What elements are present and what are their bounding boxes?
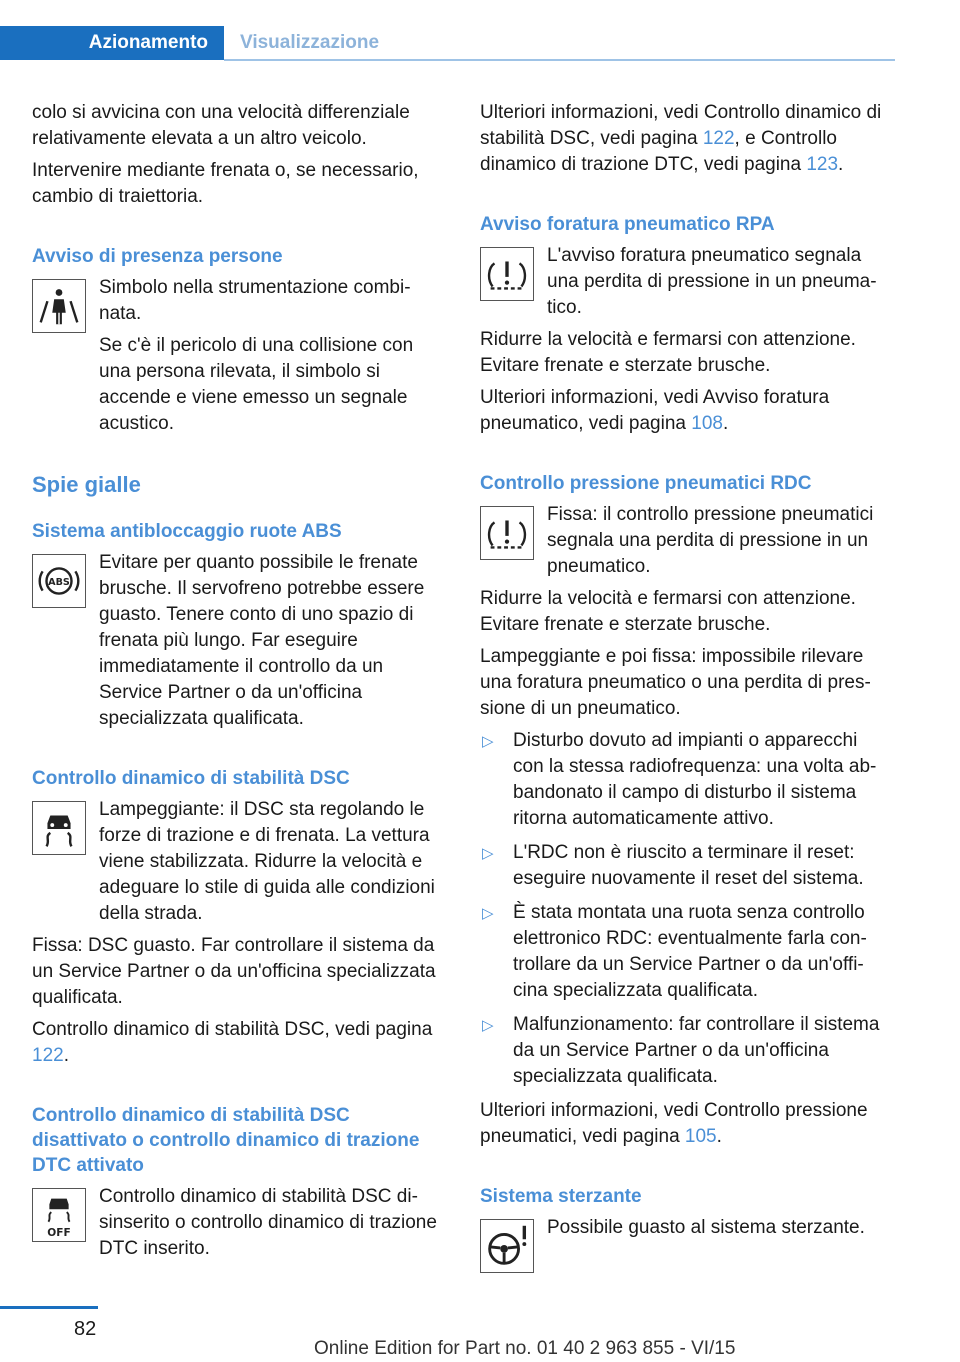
paragraph: Ridurre la velocità e fermarsi con attenzione. Evitare frenate e sterzate brusche. — [480, 588, 856, 635]
dsc-off-icon — [32, 1188, 86, 1242]
paragraph: L'avviso foratura pneumatico segnala una perdita di pressione in un pneumatico. — [547, 245, 877, 318]
right-column — [480, 100, 890, 1277]
page-link-122[interactable]: 122 — [32, 1045, 64, 1066]
footer-rule — [0, 1306, 98, 1309]
triangle-bullet-icon: ▷ — [482, 845, 494, 862]
left-column — [32, 100, 442, 1268]
paragraph: Lampeggiante e poi fissa: impossibile rilevare una foratura pneumatico o una perdita di pressione di un pneumatico. — [480, 646, 871, 719]
heading-rdc: Controllo pressione pneumatici RDC — [480, 473, 812, 494]
heading-rpa: Avviso foratura pneumatico RPA — [480, 214, 775, 235]
sterzo-block — [480, 1215, 890, 1271]
tab-azionamento[interactable]: Azionamento — [0, 26, 224, 60]
tab-visualizzazione[interactable]: Visualizzazione — [240, 32, 380, 53]
page-link-105[interactable]: 105 — [684, 1126, 717, 1147]
heading-dsc: Controllo dinamico di stabilità DSC — [32, 768, 350, 789]
heading-abs: Sistema antibloccaggio ruote ABS — [32, 521, 342, 542]
heading-spie-gialle: Spie gialle — [32, 472, 141, 497]
page-link-123[interactable]: 123 — [806, 154, 839, 175]
triangle-bullet-icon: ▷ — [482, 1017, 494, 1034]
list-item: ▷ È stata montata una ruota senza controllo elettronico RDC: eventualmente farla controllare da un Service Partner o da un'officina specializzata qualificata. — [482, 902, 867, 1001]
paragraph: Se c'è il pericolo di una collisione con una persona rilevata, il simbolo si accende e viene emesso un segnale acustico. — [99, 335, 414, 434]
heading-sterzo: Sistema sterzante — [480, 1186, 642, 1207]
edition-note: Online Edition for Part no. 01 40 2 963 855 - VI/15 — [314, 1338, 736, 1359]
pedestrian-warning-icon — [32, 279, 86, 333]
dsc-icon — [32, 801, 86, 855]
steering-warning-icon — [480, 1219, 534, 1273]
paragraph: Fissa: DSC guasto. Far controllare il sistema da un Service Partner o da un'officina specializzata qualificata. — [32, 935, 436, 1008]
paragraph: Controllo dinamico di stabilità DSC, vedi pagina 122. — [32, 1019, 433, 1066]
dsc-block — [32, 797, 442, 927]
paragraph: Evitare per quanto possibile le frenate brusche. Il servofreno potrebbe essere guasto. Tenere conto di uno spazio di frenata più lungo. Far eseguire immediatamente il controllo da un Service Partner o da un'officina specializzata qualificata. — [99, 552, 425, 729]
tab-divider — [224, 59, 895, 61]
paragraph: Ulteriori informazioni, vedi Avviso foratura pneumatico, vedi pagina 108. — [480, 387, 830, 434]
paragraph: Intervenire mediante frenata o, se necessario, cambio di traiettoria. — [32, 160, 419, 207]
svg-text:OFF: OFF — [47, 1227, 71, 1240]
tire-pressure-icon — [480, 247, 534, 301]
heading-avviso-persone: Avviso di presenza persone — [32, 246, 283, 267]
header-tabs — [0, 26, 895, 62]
paragraph: Controllo dinamico di stabilità DSC disinserito o controllo dinamico di trazione DTC inserito. — [99, 1186, 437, 1259]
paragraph: Simbolo nella strumentazione combinata. — [99, 277, 411, 324]
page-link-108[interactable]: 108 — [691, 413, 723, 434]
paragraph: colo si avvicina con una velocità differenziale relativamente elevata a un altro veicolo. — [32, 102, 410, 149]
abs-icon — [32, 554, 86, 608]
abs-block — [32, 550, 442, 732]
paragraph: Ridurre la velocità e fermarsi con attenzione. Evitare frenate e sterzate brusche. — [480, 329, 856, 376]
triangle-bullet-icon: ▷ — [482, 733, 494, 750]
persone-block — [32, 275, 442, 437]
list-item: ▷ Malfunzionamento: far controllare il sistema da un Service Partner o da un'officina specializzata qualificata. — [482, 1014, 880, 1087]
dsc-off-block — [32, 1184, 442, 1262]
page-link-122[interactable]: 122 — [702, 128, 735, 149]
paragraph: Fissa: il controllo pressione pneumatici segnala una perdita di pressione in un pneumatico. — [547, 504, 874, 577]
list-item: ▷ L'RDC non è riuscito a terminare il reset: eseguire nuovamente il reset del sistema. — [482, 842, 864, 889]
page-number: 82 — [74, 1318, 97, 1340]
triangle-bullet-icon: ▷ — [482, 905, 494, 922]
paragraph: Lampeggiante: il DSC sta regolando le forze di trazione e di frenata. La vettura viene stabilizzata. Ridurre la velocità e adeguare lo stile di guida alle condizioni della strada. — [99, 799, 435, 924]
paragraph: Ulteriori informazioni, vedi Controllo pressione pneumatici, vedi pagina 105. — [480, 1100, 868, 1147]
heading-dsc-off: Controllo dinamico di stabilità DSC disattivato o controllo dinamico di trazione DTC attivato — [32, 1105, 420, 1176]
svg-text:ABS: ABS — [48, 576, 70, 588]
paragraph: Ulteriori informazioni, vedi Controllo dinamico di stabilità DSC, vedi pagina 122, e Controllo dinamico di trazione DTC, vedi pagina 123. — [480, 102, 882, 175]
list-item: ▷ Disturbo dovuto ad impianti o apparecchi con la stessa radiofrequenza: una volta abbandonato il campo di disturbo il sistema ritorna automaticamente attivo. — [482, 730, 877, 829]
tire-pressure-icon — [480, 506, 534, 560]
paragraph: Possibile guasto al sistema sterzante. — [547, 1217, 865, 1238]
rpa-block — [480, 243, 890, 321]
bullet-list — [480, 728, 890, 1090]
rdc-block — [480, 502, 890, 580]
